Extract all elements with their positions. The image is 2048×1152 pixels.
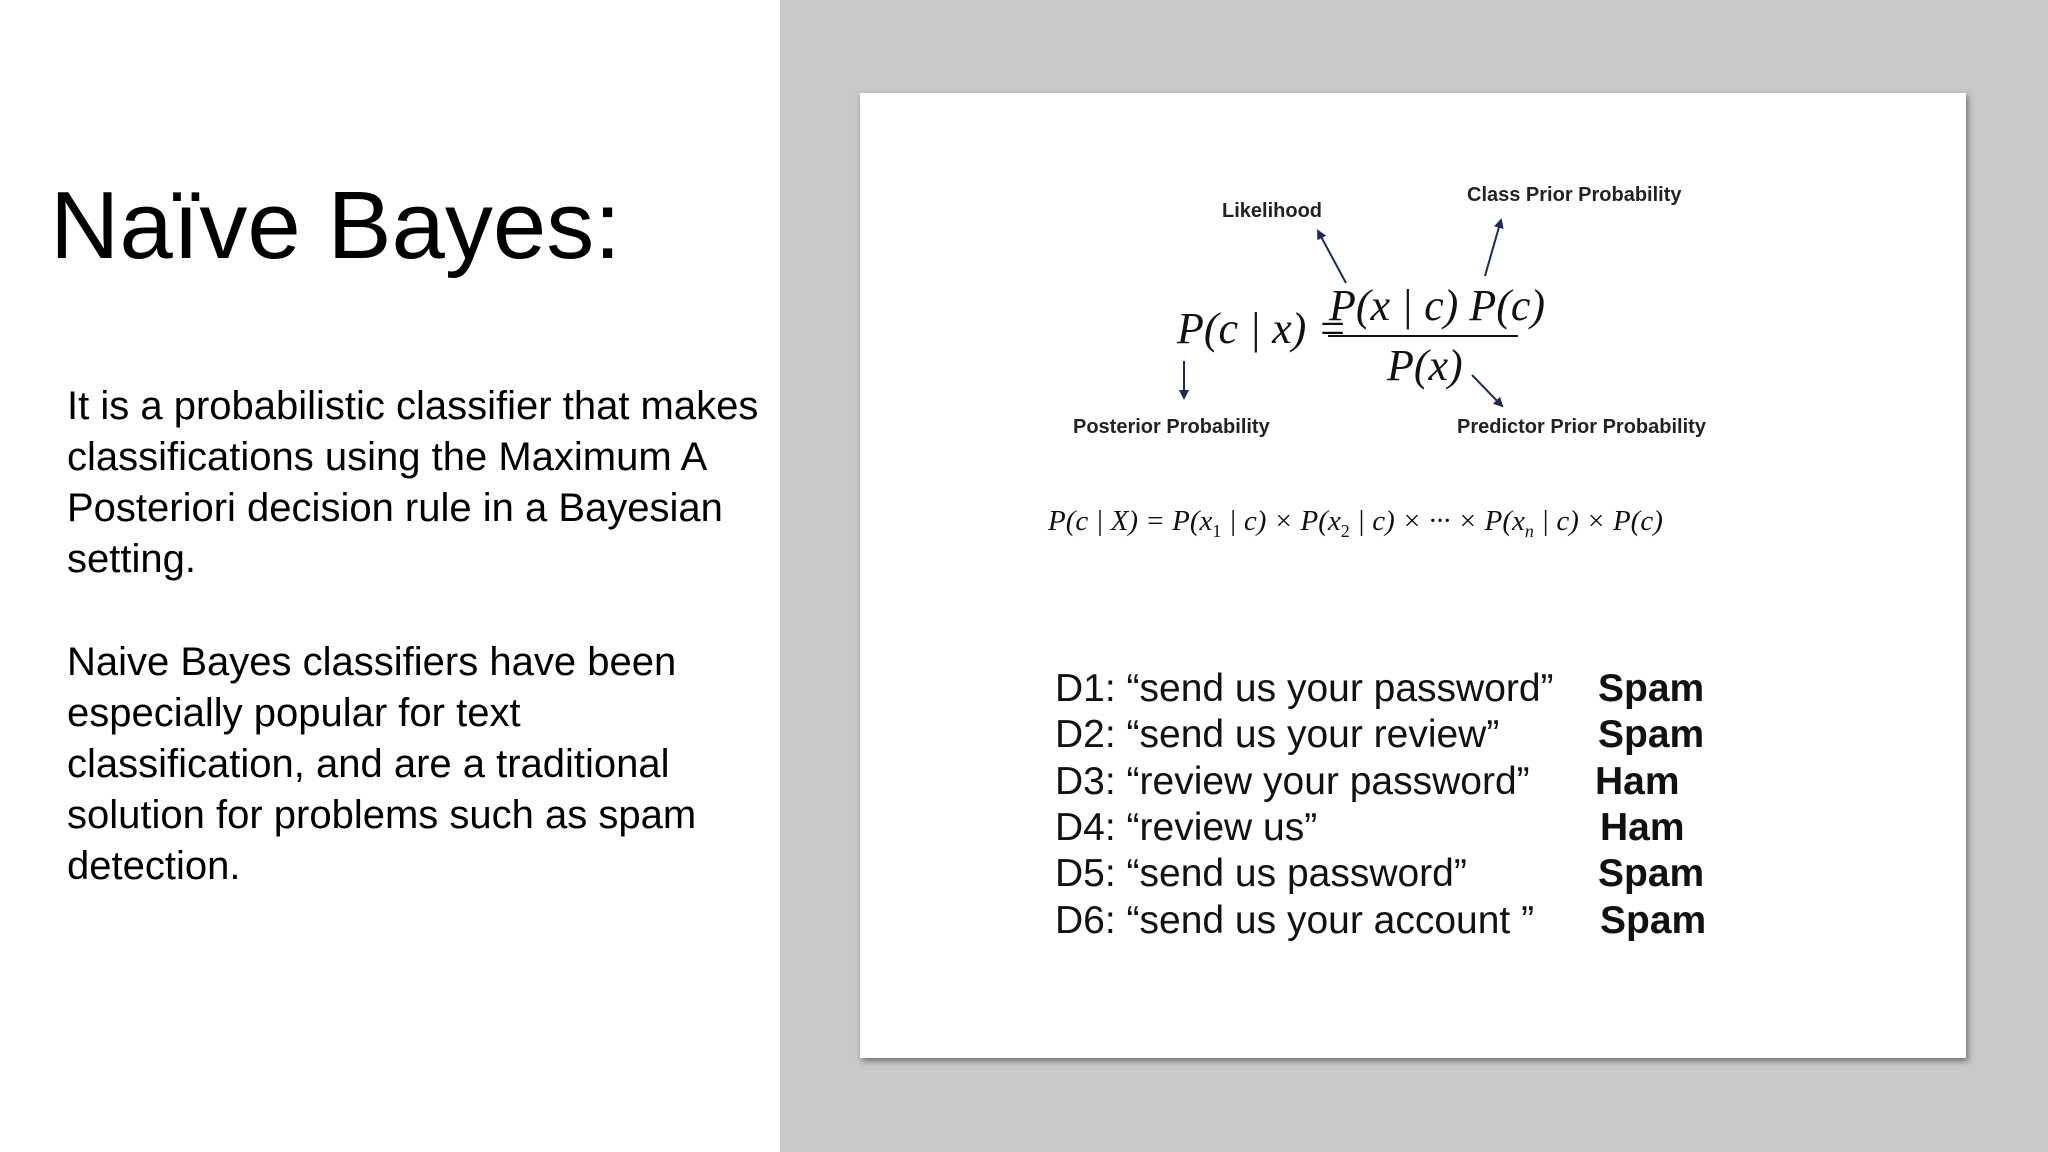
naive-lhs: P(c | X) = <box>1048 505 1173 537</box>
description-paragraph: It is a probabilistic classifier that makes classifications using the Maximum A Posteriori decision rule in a Bayesian setting. <box>67 384 759 581</box>
posterior-label: Posterior Probability <box>1073 416 1270 438</box>
likelihood-label: Likelihood <box>1222 200 1322 222</box>
document-label: Spam <box>1600 899 1707 942</box>
naive-bayes-formula <box>1047 505 1663 541</box>
document-text: D3: “review your password” <box>1055 760 1530 803</box>
document-label: Ham <box>1600 806 1685 849</box>
document-row <box>1055 712 1755 758</box>
bayes-lhs: P(c | x) = <box>1177 304 1348 353</box>
naive-sub-1: 1 <box>1212 521 1222 541</box>
document-row <box>1055 666 1755 712</box>
naive-sub-2: 2 <box>1340 521 1350 541</box>
slide-title: Naïve Bayes: <box>50 172 621 279</box>
document-label: Spam <box>1598 852 1705 895</box>
document-text: D2: “send us your review” <box>1055 713 1500 756</box>
document-row <box>1055 851 1755 897</box>
document-label: Spam <box>1598 667 1705 710</box>
class-prior-arrow <box>1485 220 1501 276</box>
document-row <box>1055 805 1755 851</box>
naive-term-1: P(x <box>1172 505 1213 537</box>
naive-term-2: | c) × P(x <box>1221 505 1341 537</box>
bayes-denominator: P(x) <box>1387 341 1463 390</box>
naive-term-4: | c) × P(c) <box>1533 505 1663 537</box>
bayes-numerator: P(x | c) P(c) <box>1329 281 1546 330</box>
document-row <box>1055 759 1755 805</box>
text-panel <box>0 0 780 1152</box>
document-row <box>1055 898 1755 944</box>
likelihood-arrow <box>1318 231 1346 283</box>
document-text: D6: “send us your account ” <box>1055 899 1535 942</box>
document-text: D1: “send us your password” <box>1055 667 1554 710</box>
naive-sub-n: n <box>1524 521 1534 541</box>
document-text: D4: “review us” <box>1055 806 1318 849</box>
predictor-prior-label: Predictor Prior Probability <box>1457 416 1706 438</box>
document-label: Ham <box>1595 760 1680 803</box>
class-prior-label: Class Prior Probability <box>1467 184 1682 206</box>
bayes-figure-card <box>860 93 1966 1058</box>
document-label: Spam <box>1598 713 1705 756</box>
naive-term-3: | c) × ··· × P(x <box>1349 505 1525 537</box>
predictor-prior-arrow <box>1472 375 1502 406</box>
document-text: D5: “send us password” <box>1055 852 1467 895</box>
application-paragraph: Naive Bayes classifiers have been especially popular for text classification, and are a traditional solution for problems such as spam detection. <box>67 640 697 888</box>
